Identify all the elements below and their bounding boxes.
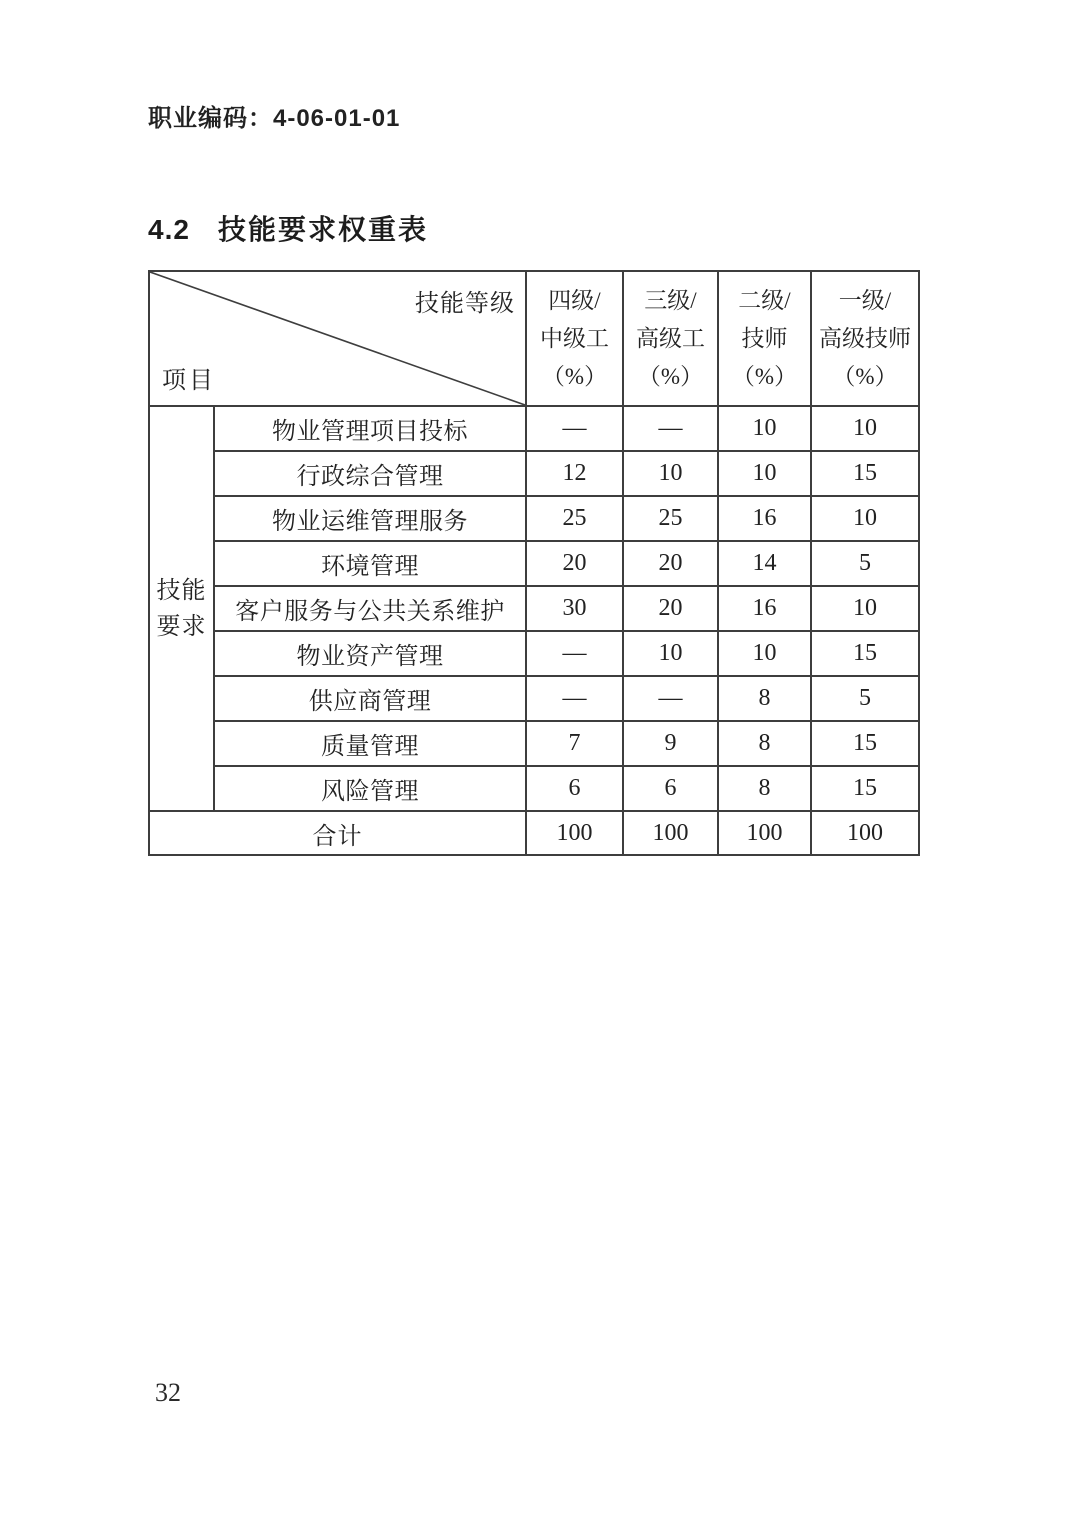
weight-value: 10 — [811, 406, 919, 451]
row-label: 客户服务与公共关系维护 — [214, 586, 526, 631]
table-total-row — [149, 811, 919, 855]
weight-value: — — [526, 631, 623, 676]
weight-value: 15 — [811, 766, 919, 811]
weight-value: 10 — [718, 406, 811, 451]
weight-value: 8 — [718, 721, 811, 766]
weight-value: — — [623, 406, 718, 451]
row-label: 物业资产管理 — [214, 631, 526, 676]
row-label: 环境管理 — [214, 541, 526, 586]
weight-value: 20 — [623, 541, 718, 586]
weight-value: 9 — [623, 721, 718, 766]
weight-value: 10 — [718, 451, 811, 496]
column-header-line: 四级/ — [548, 287, 601, 313]
table-row — [149, 721, 919, 766]
column-header-level-4 — [526, 271, 623, 406]
weight-value: 7 — [526, 721, 623, 766]
column-header-line: 三级/ — [644, 287, 697, 313]
weight-value: 15 — [811, 631, 919, 676]
weight-value: 16 — [718, 586, 811, 631]
weight-value: 10 — [811, 496, 919, 541]
table-row — [149, 676, 919, 721]
page-number: 32 — [155, 1378, 181, 1407]
diagonal-header-cell — [149, 271, 526, 406]
row-label: 物业管理项目投标 — [214, 406, 526, 451]
weight-value: 10 — [718, 631, 811, 676]
column-header-line: （%） — [832, 363, 898, 389]
weight-value: 5 — [811, 541, 919, 586]
weight-value: 20 — [526, 541, 623, 586]
column-header-line: （%） — [637, 363, 704, 389]
column-header-line: 二级/ — [738, 287, 791, 313]
weight-value: — — [526, 406, 623, 451]
weight-value: 5 — [811, 676, 919, 721]
table-row — [149, 406, 919, 451]
weight-value: — — [526, 676, 623, 721]
total-label: 合计 — [149, 811, 526, 855]
weight-value: 15 — [811, 721, 919, 766]
weight-value: 25 — [526, 496, 623, 541]
column-header-line: （%） — [731, 363, 798, 389]
weight-value: 12 — [526, 451, 623, 496]
weight-value: 15 — [811, 451, 919, 496]
row-group-skill-requirements — [149, 406, 214, 811]
weight-value: 30 — [526, 586, 623, 631]
weight-value: 6 — [526, 766, 623, 811]
column-header-line: 中级工 — [540, 325, 609, 351]
table-row — [149, 496, 919, 541]
row-label: 质量管理 — [214, 721, 526, 766]
weight-value: — — [623, 676, 718, 721]
table-row — [149, 766, 919, 811]
occupation-code: 职业编码：4-06-01-01 — [148, 105, 401, 132]
weight-value: 8 — [718, 676, 811, 721]
row-label: 供应商管理 — [214, 676, 526, 721]
section-title: 技能要求权重表 — [217, 214, 428, 245]
total-value: 100 — [718, 811, 811, 855]
total-value: 100 — [811, 811, 919, 855]
row-group-line: 要求 — [156, 613, 207, 640]
weight-value: 8 — [718, 766, 811, 811]
section-heading — [148, 208, 428, 248]
column-header-level-2 — [718, 271, 811, 406]
column-header-level-1 — [811, 271, 919, 406]
total-value: 100 — [623, 811, 718, 855]
table-row — [149, 541, 919, 586]
table-header-row — [149, 271, 919, 406]
table-row — [149, 631, 919, 676]
column-header-line: 高级工 — [636, 325, 705, 351]
corner-label-item: 项目 — [162, 368, 216, 394]
row-label: 物业运维管理服务 — [214, 496, 526, 541]
section-number: 4.2 — [148, 214, 190, 245]
table-row — [149, 586, 919, 631]
column-header-line: （%） — [541, 363, 608, 389]
weight-value: 10 — [811, 586, 919, 631]
weight-value: 10 — [623, 631, 718, 676]
column-header-line: 高级技师 — [819, 325, 911, 351]
weight-value: 14 — [718, 541, 811, 586]
row-label: 行政综合管理 — [214, 451, 526, 496]
total-value: 100 — [526, 811, 623, 855]
weight-value: 25 — [623, 496, 718, 541]
weight-value: 6 — [623, 766, 718, 811]
row-label: 风险管理 — [214, 766, 526, 811]
table-row — [149, 451, 919, 496]
column-header-level-3 — [623, 271, 718, 406]
corner-label-skill-level: 技能等级 — [415, 291, 515, 317]
weight-value: 10 — [623, 451, 718, 496]
column-header-line: 一级/ — [838, 287, 892, 313]
column-header-line: 技师 — [741, 325, 788, 351]
weight-value: 20 — [623, 586, 718, 631]
row-group-line: 技能 — [156, 577, 207, 604]
skill-weight-table — [148, 270, 920, 856]
weight-value: 16 — [718, 496, 811, 541]
